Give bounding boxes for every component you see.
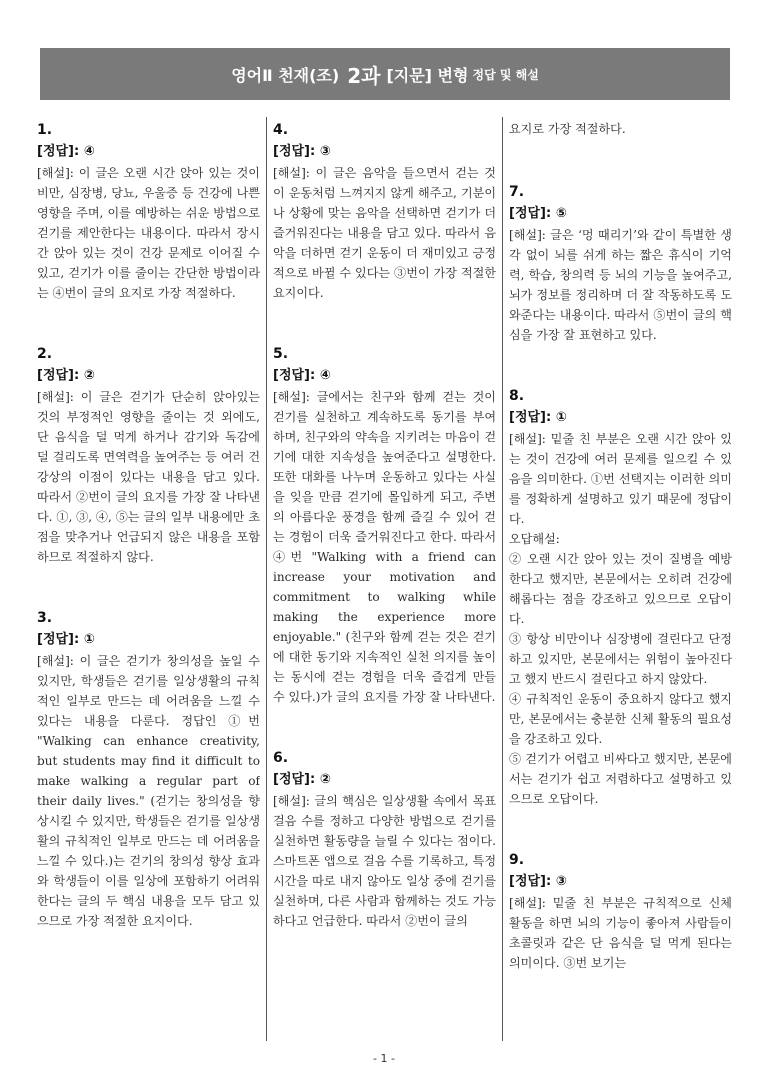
question-number: 6. — [273, 750, 289, 766]
column-divider-2 — [502, 117, 503, 1041]
header-banner — [40, 48, 730, 100]
explanation: [해설]: 밑줄 친 부분은 규칙적으로 신체 활동을 하면 뇌의 기능이 좋아져 사람들이 초콜릿과 같은 단 음식을 덜 먹게 된다는 의미이다. ③번 보기는 — [509, 896, 732, 970]
answer-label: [정답]: — [509, 874, 552, 889]
answer-line — [509, 871, 732, 893]
question-number: 3. — [37, 610, 53, 626]
question-number: 1. — [37, 122, 53, 138]
page-number: - 1 - — [373, 1052, 395, 1065]
column-2 — [273, 117, 496, 1041]
answer-line — [273, 365, 496, 387]
answer-line — [37, 141, 260, 163]
answer-line — [509, 203, 732, 225]
explanation: [해설]: 글에서는 친구와 함께 걷는 것이 걷기를 실천하고 계속하도록 동기를 부여하며, 친구와의 약속을 지키려는 마음이 걷기에 대한 지속성을 높여준다고 설명한다. 또한 대화를 나누며 운동하고 있다는 사실을 잊을 만큼 걷기에 몰입하게 되고, 주변의 아름다운 풍경을 함께 즐길 수 있어 걷는 경험이 더욱 즐거워진다고 한다. 따라서 ④번 "Walking with a friend can increase your motivation and commitment to walking while making the experience more enjoyable." (친구와 함께 걷는 것은 걷기에 대한 동기와 지속적인 실천 의지를 높이는 동시에 걷는 경험을 더욱 즐겁게 만들 수 있다.)가 글의 요지를 가장 잘 나타낸다. — [273, 390, 496, 704]
wrong-answer-item: ④ 규칙적인 운동이 중요하지 않다고 했지만, 본문에서는 충분한 신체 활동의 필요성을 강조하고 있다. — [509, 692, 732, 746]
question-number: 4. — [273, 122, 289, 138]
answer-value: ① — [555, 410, 567, 425]
explanation: [해설]: 이 글은 오랜 시간 앉아 있는 것이 비만, 심장병, 당뇨, 우울증 등 건강에 나쁜 영향을 주며, 이를 예방하는 쉬운 방법으로 걷기를 제안한다는 내용이다. 따라서 장시간 앉아 있는 것이 건강 문제로 이어질 수 있고, 걷기가 이를 줄이는 간단한 방법이라는 ④번이 글의 요지로 가장 적절하다. — [37, 166, 260, 300]
answer-value: ② — [83, 368, 95, 383]
question-number: 9. — [509, 852, 525, 868]
answer-value: ③ — [319, 144, 331, 159]
explanation: [해설]: 이 글은 걷기가 창의성을 높일 수 있지만, 학생들은 걷기를 일상생활의 규칙적인 일부로 만드는 데 어려움을 느낄 수 있다는 내용을 다룬다. 정답인 ①번 "Walking can enhance creativity, but students may find it difficult to make walking a regular part of their daily lives." (걷기는 창의성을 향상시킬 수 있지만, 학생들은 걷기를 일상생활의 규칙적인 일부로 만드는 데 어려움을 느낄 수 있다.)는 걷기의 창의성 향상 효과와 학생들이 이를 일상에 포함하기 어려워한다는 글의 두 핵심 내용을 모두 담고 있으므로 가장 적절한 요지이다. — [37, 654, 260, 928]
answer-line — [37, 365, 260, 387]
question-number: 7. — [509, 184, 525, 200]
answer-value: ④ — [319, 368, 331, 383]
answer-label: [정답]: — [273, 144, 316, 159]
explanation: [해설]: 글은 ‘멍 때리기’와 같이 특별한 생각 없이 뇌를 쉬게 하는 짧은 휴식이 기억력, 학습, 창의력 등 뇌의 기능을 높여주고, 뇌가 정보를 정리하며 더 잘 작동하도록 도와준다는 내용이다. 따라서 ⑤번이 글의 핵심을 가장 잘 표현하고 있다. — [509, 228, 732, 342]
question-number: 2. — [37, 346, 53, 362]
answer-label: [정답]: — [273, 368, 316, 383]
answer-value: ④ — [83, 144, 95, 159]
question-block — [37, 607, 260, 931]
answer-label: [정답]: — [37, 368, 80, 383]
column-divider-1 — [266, 117, 267, 1041]
answer-value: ① — [83, 632, 95, 647]
header-subject: 영어Ⅱ 천재(조) — [231, 65, 340, 85]
header-type: [지문] 변형 — [386, 65, 469, 85]
question-block — [37, 119, 260, 303]
explanation: [해설]: 이 글은 음악을 들으면서 걷는 것이 운동처럼 느껴지지 않게 해주고, 기분이나 상황에 맞는 음악을 선택하면 걷기가 더 즐거워진다는 내용을 담고 있다. 따라서 음악을 더하면 걷기 운동이 더 재미있고 긍정적으로 바뀔 수 있다는 ③번이 가장 적절한 요지이다. — [273, 166, 496, 300]
wrong-answer-title: 오답해설: — [509, 532, 560, 546]
header-lesson: 2과 — [347, 63, 381, 88]
question-block — [273, 119, 496, 303]
wrong-answer-item: ③ 항상 비만이나 심장병에 걸린다고 단정하고 있지만, 본문에서는 위험이 높아진다고 했지 반드시 걸린다고 하지 않았다. — [509, 632, 732, 686]
question-number: 5. — [273, 346, 289, 362]
question-block — [273, 747, 496, 931]
answer-line — [273, 769, 496, 791]
answer-value: ② — [319, 772, 331, 787]
explanation: [해설]: 이 글은 걷기가 단순히 앉아있는 것의 부정적인 영향을 줄이는 것 외에도, 단 음식을 덜 먹게 하거나 감기와 독감에 덜 걸리도록 면역력을 높여주는 등 여러 건강상의 이점이 있다는 내용을 담고 있다. 따라서 ②번이 글의 요지를 가장 잘 나타낸다. ①, ③, ④, ⑤는 글의 일부 내용에만 초점을 맞추거나 언급되지 않은 내용을 포함하므로 적절하지 않다. — [37, 390, 260, 564]
wrong-answer-item: ⑤ 걷기가 어렵고 비싸다고 했지만, 본문에서는 걷기가 쉽고 저렴하다고 설명하고 있으므로 오답이다. — [509, 752, 732, 806]
question-block — [509, 385, 732, 809]
question-block — [509, 849, 732, 973]
explanation: [해설]: 밑줄 친 부분은 오랜 시간 앉아 있는 것이 건강에 여러 문제를 일으킬 수 있음을 의미한다. ①번 선택지는 이러한 의미를 정확하게 설명하고 있기 때문에 정답이다. — [509, 432, 732, 526]
explanation: [해설]: 글의 핵심은 일상생활 속에서 목표 걸음 수를 정하고 다양한 방법으로 걷기를 실천하면 활동량을 늘릴 수 있다는 점이다. 스마트폰 앱으로 걸음 수를 기록하고, 특정 시간을 따로 내지 않아도 일상 중에 걷기를 실천하며, 다른 사람과 함께하는 것도 가능하다고 언급한다. 따라서 ②번이 글의 — [273, 794, 496, 928]
explanation-continuation: 요지로 가장 적절하다. — [509, 122, 626, 136]
answer-label: [정답]: — [37, 632, 80, 647]
wrong-answer-item: ② 오랜 시간 앉아 있는 것이 질병을 예방한다고 했지만, 본문에서는 오히려 건강에 해롭다는 점을 강조하고 있으므로 오답이다. — [509, 552, 732, 626]
answer-value: ③ — [555, 874, 567, 889]
answer-label: [정답]: — [273, 772, 316, 787]
question-number: 8. — [509, 388, 525, 404]
answer-label: [정답]: — [509, 410, 552, 425]
answer-label: [정답]: — [509, 206, 552, 221]
question-block — [509, 181, 732, 345]
question-block — [37, 343, 260, 567]
answer-line — [37, 629, 260, 651]
question-block — [273, 343, 496, 707]
answer-line — [273, 141, 496, 163]
column-1 — [37, 117, 260, 1041]
answer-line — [509, 407, 732, 429]
header-answer-key: 정답 및 해설 — [472, 67, 539, 82]
answer-label: [정답]: — [37, 144, 80, 159]
answer-value: ⑤ — [555, 206, 567, 221]
column-3 — [509, 117, 732, 1041]
